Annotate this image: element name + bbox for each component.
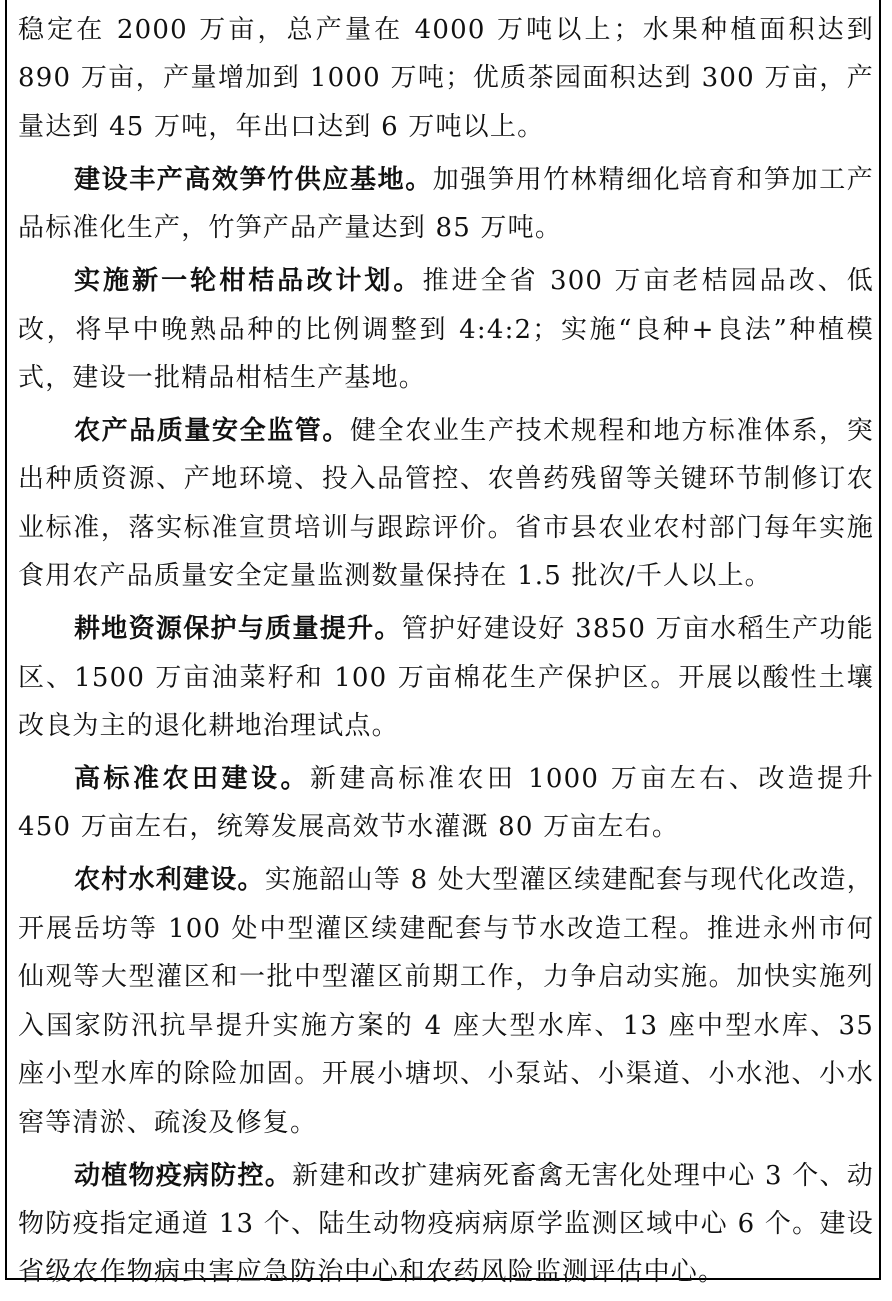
- paragraph-citrus-improvement: [18, 257, 874, 402]
- paragraph-text: 加强笋用竹林精细化培育和笋加工产品标准化生产，竹笋产品产量达到 85 万吨。: [18, 164, 874, 244]
- paragraph-text: 稳定在 2000 万亩，总产量在 4000 万吨以上；水果种植面积达到 890 万亩，产量增加到 1000 万吨；优质茶园面积达到 300 万亩，产量达到 45 万吨，年出口达到 6 万吨以上。: [18, 15, 874, 142]
- paragraph-text: 推进全省 300 万亩老桔园品改、低改，将早中晚熟品种的比例调整到 4:4:2；实施“良种+良法”种植模式，建设一批精品柑桔生产基地。: [18, 266, 874, 394]
- paragraph-text: 实施韶山等 8 处大型灌区续建配套与现代化改造，开展岳坊等 100 处中型灌区续建配套与节水改造工程。推进永州市何仙观等大型灌区和一批中型灌区前期工作，力争启动实施。加快实施列入国家防汛抗旱提升实施方案的 4 座大型水库、13 座中型水库、35 座小型水库的除险加固。开展小塘坝、小泵站、小渠道、小水池、小水窖等清淤、疏浚及修复。: [18, 865, 875, 1138]
- paragraph-heading: 建设丰产高效笋竹供应基地。: [74, 164, 433, 195]
- paragraph-text: 新建和改扩建病死畜禽无害化处理中心 3 个、动物防疫指定通道 13 个、陆生动物疫病病原学监测区域中心 6 个。建设省级农作物病虫害应急防治中心和农药风险监测评估中心。: [18, 1160, 874, 1288]
- paragraph-text: 健全农业生产技术规程和地方标准体系，突出种质资源、产地环境、投入品管控、农兽药残留等关键环节制修订农业标准，落实标准宣贯培训与跟踪评价。省市县农业农村部门每年实施食用农产品质量安全定量监测数量保持在 1.5 批次/千人以上。: [18, 416, 874, 592]
- paragraph-disease-control: [18, 1152, 874, 1297]
- paragraph-heading: 农产品质量安全监管。: [74, 416, 350, 447]
- paragraph-text: 新建高标准农田 1000 万亩左右、改造提升 450 万亩左右，统筹发展高效节水灌溉 80 万亩左右。: [18, 764, 874, 843]
- paragraph-continuation: [18, 6, 874, 151]
- paragraph-heading: 农村水利建设。: [74, 865, 265, 896]
- paragraph-heading: 实施新一轮柑桔品改计划。: [74, 266, 423, 297]
- paragraph-water-conservancy: [18, 856, 874, 1146]
- paragraph-farmland-protection: [18, 605, 874, 750]
- paragraph-high-standard-farmland: [18, 755, 874, 852]
- paragraph-heading: 耕地资源保护与质量提升。: [74, 614, 402, 645]
- paragraph-quality-safety: [18, 407, 874, 601]
- document-body: [18, 6, 874, 1301]
- paragraph-heading: 动植物疫病防控。: [74, 1160, 293, 1191]
- paragraph-text: 管护好建设好 3850 万亩水稻生产功能区、1500 万亩油菜籽和 100 万亩棉花生产保护区。开展以酸性土壤改良为主的退化耕地治理试点。: [18, 614, 874, 742]
- paragraph-bamboo-shoot-base: [18, 156, 874, 253]
- paragraph-heading: 高标准农田建设。: [74, 764, 310, 795]
